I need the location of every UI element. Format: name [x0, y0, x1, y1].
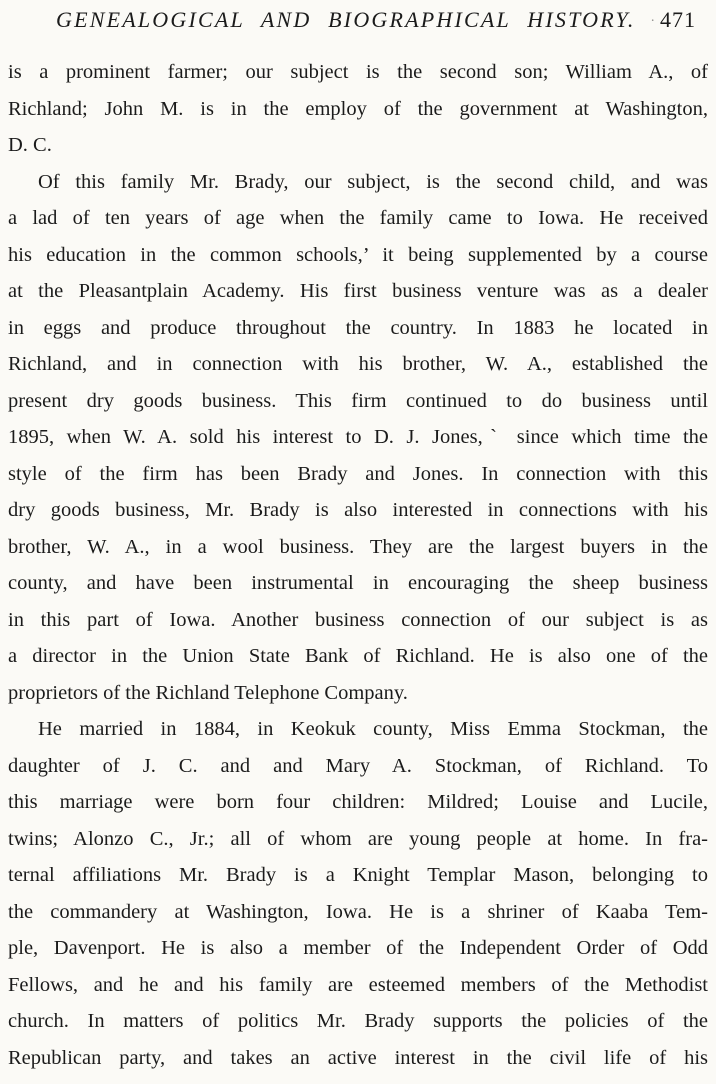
text-line: 1895, when W. A. sold his interest to D. J. Jones,ˋ since which time the	[8, 426, 708, 448]
text-line: He married in 1884, in Keokuk county, Miss Emma Stockman, the	[38, 718, 708, 740]
text-line: style of the firm has been Brady and Jones. In connection with this	[8, 462, 708, 485]
text-line: Of this family Mr. Brady, our subject, is the second child, and was	[38, 170, 708, 193]
text-line: present dry goods business. This firm continued to do business until	[8, 389, 708, 412]
text-line: Fellows, and he and his family are esteemed members of the Methodist	[8, 973, 708, 996]
page-number	[650, 7, 696, 33]
text-line: this marriage were born four children: Mildred; Louise and Lucile,	[8, 791, 708, 813]
text-line: is a prominent farmer; our subject is the second son; William A., of	[8, 61, 708, 83]
text-line: Republican party, and takes an active interest in the civil life of his	[8, 1046, 708, 1069]
page-body	[0, 54, 716, 1076]
text-line: at the Pleasantplain Academy. His first business venture was as a dealer	[8, 280, 708, 302]
text-line: daughter of J. C. and and Mary A. Stockman, of Richland. To	[8, 754, 708, 777]
paragraph	[8, 164, 708, 712]
running-head-title: GENEALOGICAL AND BIOGRAPHICAL HISTORY.	[56, 7, 636, 32]
text-line: ple, Davenport. He is also a member of the Independent Order of Odd	[8, 937, 708, 959]
text-line: a lad of ten years of age when the family came to Iowa. He received	[8, 207, 708, 229]
paragraph	[8, 711, 708, 1076]
text-line: ternal affiliations Mr. Brady is a Knight Templar Mason, belonging to	[8, 864, 708, 886]
text-line: a director in the Union State Bank of Richland. He is also one of the	[8, 645, 708, 667]
text-line: his education in the common schools,’ it being supplemented by a course	[8, 243, 708, 266]
text-line: in this part of Iowa. Another business connection of our subject is as	[8, 608, 708, 631]
text-line: church. In matters of politics Mr. Brady supports the policies of the	[8, 1010, 708, 1032]
page-header	[0, 0, 716, 33]
text-line: D. C.	[8, 134, 52, 156]
text-line: Richland; John M. is in the employ of the government at Washington,	[8, 97, 708, 120]
text-line: twins; Alonzo C., Jr.; all of whom are young people at home. In fra-	[8, 827, 708, 850]
text-line: proprietors of the Richland Telephone Company.	[8, 681, 408, 704]
page-number-value: 471	[660, 7, 696, 32]
text-line: the commandery at Washington, Iowa. He is a shriner of Kaaba Tem-	[8, 900, 708, 923]
text-line: brother, W. A., in a wool business. They are the largest buyers in the	[8, 535, 708, 558]
text-line: Richland, and in connection with his brother, W. A., established the	[8, 353, 708, 375]
text-line: dry goods business, Mr. Brady is also interested in connections with his	[8, 499, 708, 521]
paragraph	[8, 54, 708, 164]
page-number-dot-artifact: ·	[650, 14, 656, 29]
text-line: in eggs and produce throughout the country. In 1883 he located in	[8, 316, 708, 339]
text-line: county, and have been instrumental in encouraging the sheep business	[8, 572, 708, 594]
